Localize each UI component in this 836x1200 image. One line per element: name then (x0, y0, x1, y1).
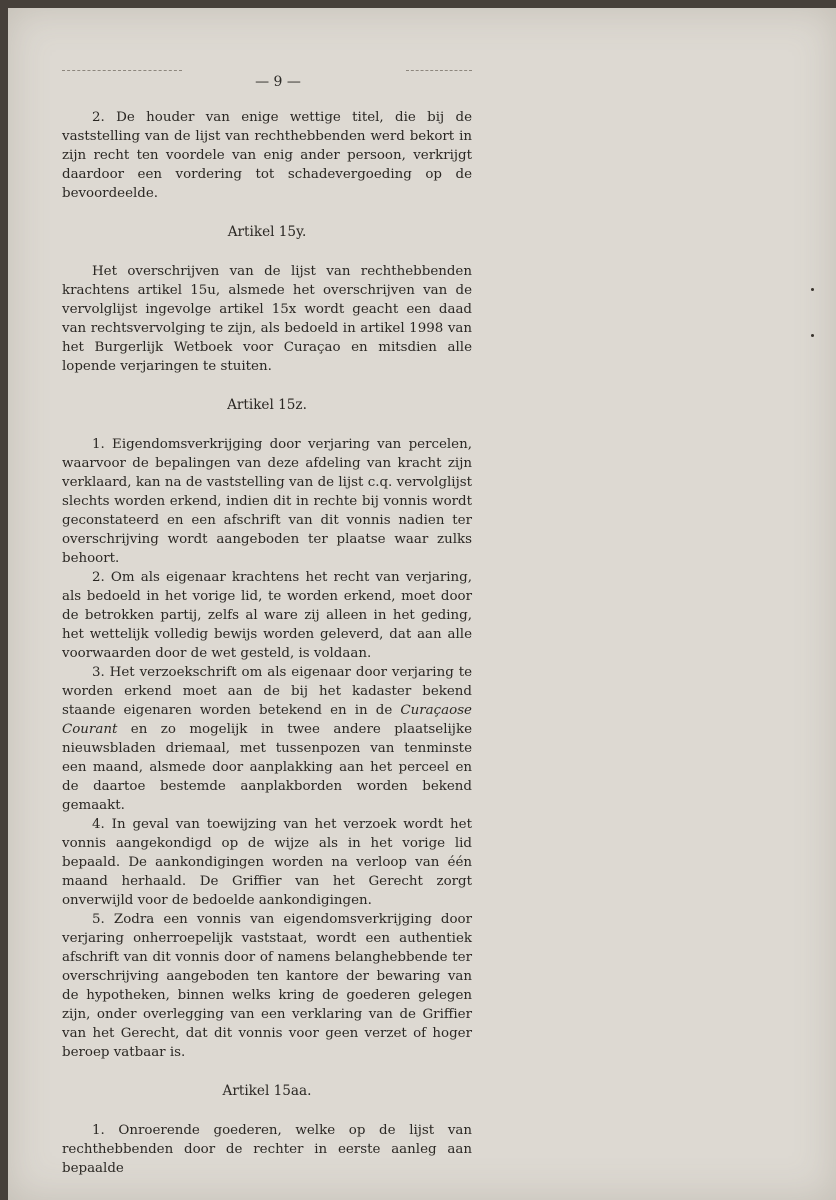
header-rule-left (62, 70, 182, 71)
paragraph-15aa-1: 1. Onroerende goederen, welke op de lijst van rechthebbenden door de rechter in eerste aanleg aan bepaalde (62, 1123, 472, 1176)
paragraph-15y: Het overschrijven van de lijst van rechthebbenden krachtens artikel 15u, alsmede het overschrijven van de vervolglijst ingevolge artikel 15x wordt geacht een daad van rechtsvervolging te zijn, als bedoeld in artikel 1998 van het Burgerlijk Wetboek voor Curaçao en mitsdien alle lopende verjaringen te stuiten. (62, 264, 472, 374)
paragraph-15z-3 (62, 663, 472, 815)
paragraph-15z-4: 4. In geval van toewijzing van het verzoek wordt het vonnis aangekondigd op de wijze als in het vorige lid bepaald. De aankondigingen worden na verloop van één maand herhaald. De Griffier van het Gerecht zorgt onverwijld voor de bedoelde aankondigingen. (62, 817, 472, 908)
paragraph-2: 2. De houder van enige wettige titel, die bij de vaststelling van de lijst van rechthebbenden werd bekort in zijn recht ten voordele van enig ander persoon, verkrijgt daardoor een vordering tot schadevergoeding op de bevoordeelde. (62, 110, 472, 201)
paragraph-15z-3-start: 3. Het verzoekschrift om als eigenaar door verjaring te worden erkend moet aan de bij het kadaster bekend staande eigenaren worden betekend en in de (62, 665, 472, 718)
page-number: — 9 — (255, 74, 301, 90)
paragraph-15z-1: 1. Eigendomsverkrijging door verjaring van percelen, waarvoor de bepalingen van deze afdeling van kracht zijn verklaard, kan na de vaststelling van de lijst c.q. vervolglijst slechts worden erkend, indien dit in rechte bij vonnis wordt geconstateerd en een afschrift van dit vonnis nadien ter overschrijving wordt aangeboden ter plaatse waar zulks behoort. (62, 437, 472, 566)
newspaper-title: Curaçaose Courant (62, 703, 472, 737)
heading-artikel-15y: Artikel 15y. (227, 224, 307, 240)
heading-artikel-15z: Artikel 15z. (227, 397, 307, 413)
paragraph-15z-2: 2. Om als eigenaar krachtens het recht van verjaring, als bedoeld in het vorige lid, te worden erkend, moet door de betrokken partij, zelfs al ware zij alleen in het geding, het wettelijk volledig bewijs worden geleverd, dat aan alle voorwaarden door de wet gesteld, is voldaan. (62, 570, 472, 661)
paragraph-15z-5: 5. Zodra een vonnis van eigendomsverkrijging door verjaring onherroepelijk vaststaat, wordt een authentiek afschrift van dit vonnis door of namens belanghebbende ter overschrijving aangeboden ten kantore der bewaring van de hypotheken, binnen welks kring de goederen gelegen zijn, onder overlegging van een verklaring van de Griffier van het Gerecht, dat dit vonnis voor geen verzet of hoger beroep vatbaar is. (62, 912, 472, 1060)
paragraph-15z-3-end: en zo mogelijk in twee andere plaatselijke nieuwsbladen driemaal, met tussenpozen van tenminste een maand, alsmede door aanplakking aan het perceel en de daartoe bestemde aanplakborden worden bekend gemaakt. (62, 722, 472, 813)
document-body (62, 108, 472, 1178)
margin-mark (811, 288, 814, 291)
document-page (8, 8, 836, 1200)
heading-artikel-15aa: Artikel 15aa. (222, 1083, 312, 1099)
header-rule-right (406, 70, 472, 71)
margin-mark (811, 334, 814, 337)
